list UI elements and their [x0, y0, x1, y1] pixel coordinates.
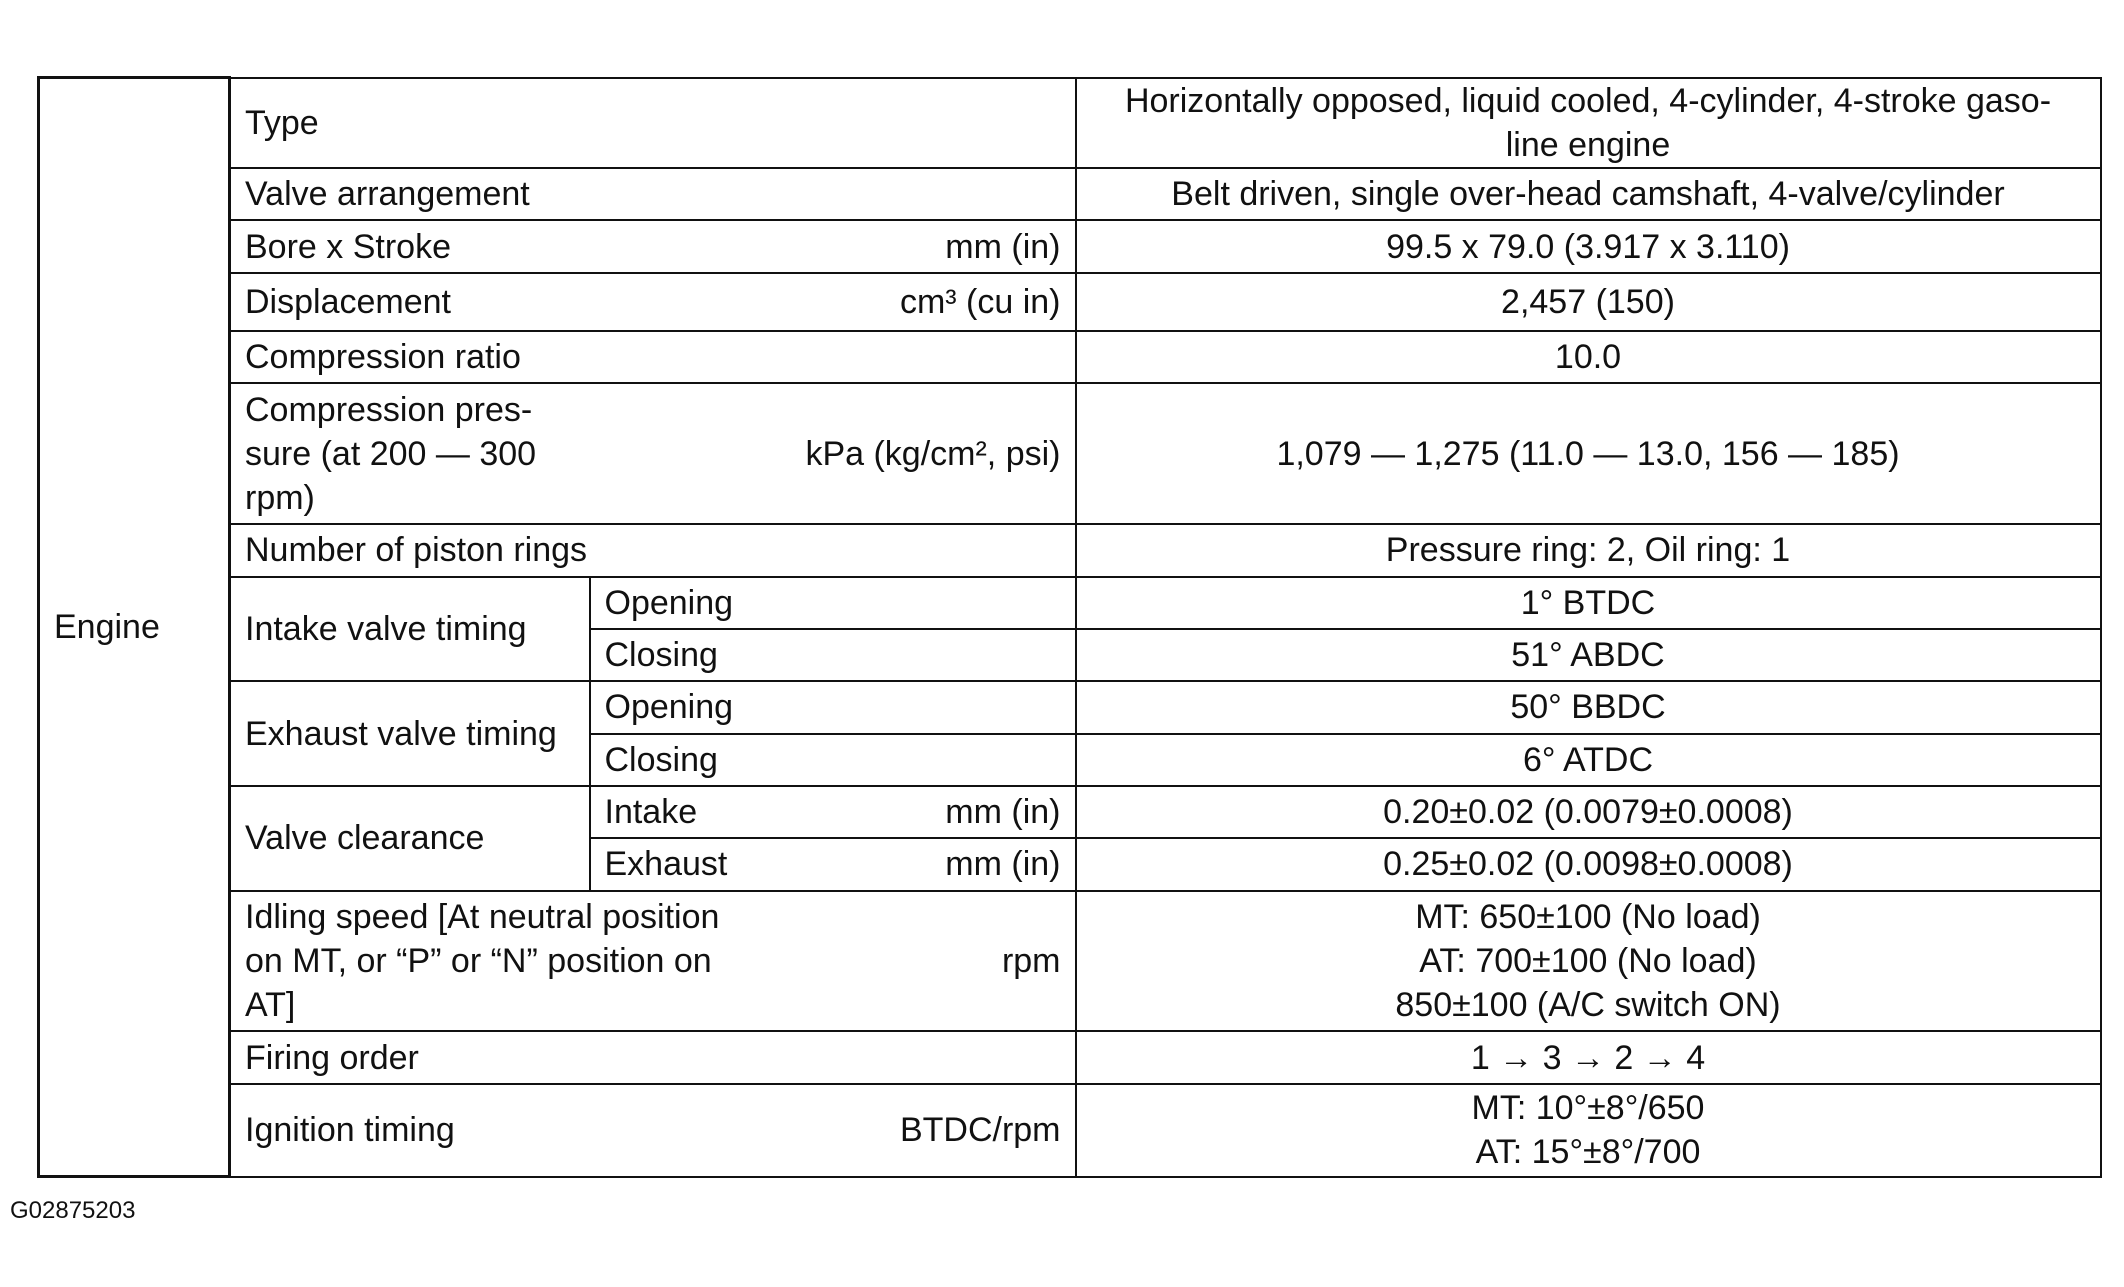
- valve-clearance-label: Valve clearance: [230, 786, 590, 891]
- ignition-timing-value: MT: 10°±8°/650 AT: 15°±8°/700: [1076, 1084, 2101, 1177]
- exhaust-closing-label: Closing: [590, 734, 1076, 786]
- exhaust-opening-value: 50° BBDC: [1076, 681, 2101, 733]
- bore-stroke-cell: [230, 220, 1076, 272]
- compression-pressure-label: Compression pres- sure (at 200 — 300 rpm): [245, 390, 537, 517]
- bore-stroke-label: Bore x Stroke: [245, 227, 451, 266]
- compression-pressure-value: 1,079 — 1,275 (11.0 — 13.0, 156 — 185): [1076, 383, 2101, 524]
- displacement-value: 2,457 (150): [1076, 273, 2101, 331]
- idling-speed-value: MT: 650±100 (No load) AT: 700±100 (No load) 850±100 (A/C switch ON): [1076, 891, 2101, 1032]
- clearance-exhaust-value: 0.25±0.02 (0.0098±0.0008): [1076, 838, 2101, 890]
- idling-speed-cell: [230, 891, 1076, 1032]
- valve-arrangement-label: Valve arrangement: [230, 168, 1076, 220]
- bore-stroke-unit: mm (in): [945, 227, 1061, 266]
- ignition-timing-label: Ignition timing: [245, 1111, 455, 1150]
- firing-order-label: Firing order: [230, 1031, 1076, 1083]
- clearance-exhaust-cell: [590, 838, 1076, 890]
- clearance-intake-unit: mm (in): [945, 793, 1061, 832]
- type-value: Horizontally opposed, liquid cooled, 4-cylinder, 4-stroke gaso- line engine: [1076, 78, 2101, 169]
- clearance-exhaust-label: Exhaust: [604, 845, 728, 884]
- exhaust-opening-label: Opening: [590, 681, 1076, 733]
- firing-order-value: 1 → 3 → 2 → 4: [1076, 1031, 2101, 1083]
- displacement-label: Displacement: [245, 282, 451, 321]
- compression-ratio-label: Compression ratio: [230, 331, 1076, 383]
- engine-spec-table: [37, 76, 2102, 1178]
- compression-pressure-unit: kPa (kg/cm², psi): [805, 434, 1061, 473]
- intake-opening-value: 1° BTDC: [1076, 577, 2101, 629]
- compression-ratio-value: 10.0: [1076, 331, 2101, 383]
- clearance-intake-cell: [590, 786, 1076, 838]
- section-label-engine: Engine: [39, 78, 230, 1177]
- compression-pressure-cell: [230, 383, 1076, 524]
- clearance-exhaust-unit: mm (in): [945, 845, 1061, 884]
- displacement-unit: cm³ (cu in): [899, 282, 1061, 321]
- figure-code: G02875203: [10, 1197, 136, 1224]
- ignition-timing-cell: [230, 1084, 1076, 1177]
- type-label: Type: [230, 78, 1076, 169]
- piston-rings-label: Number of piston rings: [230, 524, 1076, 576]
- intake-opening-label: Opening: [590, 577, 1076, 629]
- exhaust-timing-label: Exhaust valve timing: [230, 681, 590, 786]
- piston-rings-value: Pressure ring: 2, Oil ring: 1: [1076, 524, 2101, 576]
- clearance-intake-label: Intake: [604, 793, 698, 832]
- bore-stroke-value: 99.5 x 79.0 (3.917 x 3.110): [1076, 220, 2101, 272]
- exhaust-closing-value: 6° ATDC: [1076, 734, 2101, 786]
- ignition-timing-unit: BTDC/rpm: [899, 1111, 1061, 1150]
- intake-timing-label: Intake valve timing: [230, 577, 590, 682]
- displacement-cell: [230, 273, 1076, 331]
- idling-speed-label: Idling speed [At neutral position on MT, or “P” or “N” position on AT]: [245, 898, 720, 1025]
- valve-arrangement-value: Belt driven, single over-head camshaft, 4-valve/cylinder: [1076, 168, 2101, 220]
- clearance-intake-value: 0.20±0.02 (0.0079±0.0008): [1076, 786, 2101, 838]
- intake-closing-value: 51° ABDC: [1076, 629, 2101, 681]
- intake-closing-label: Closing: [590, 629, 1076, 681]
- idling-speed-unit: rpm: [1001, 942, 1061, 981]
